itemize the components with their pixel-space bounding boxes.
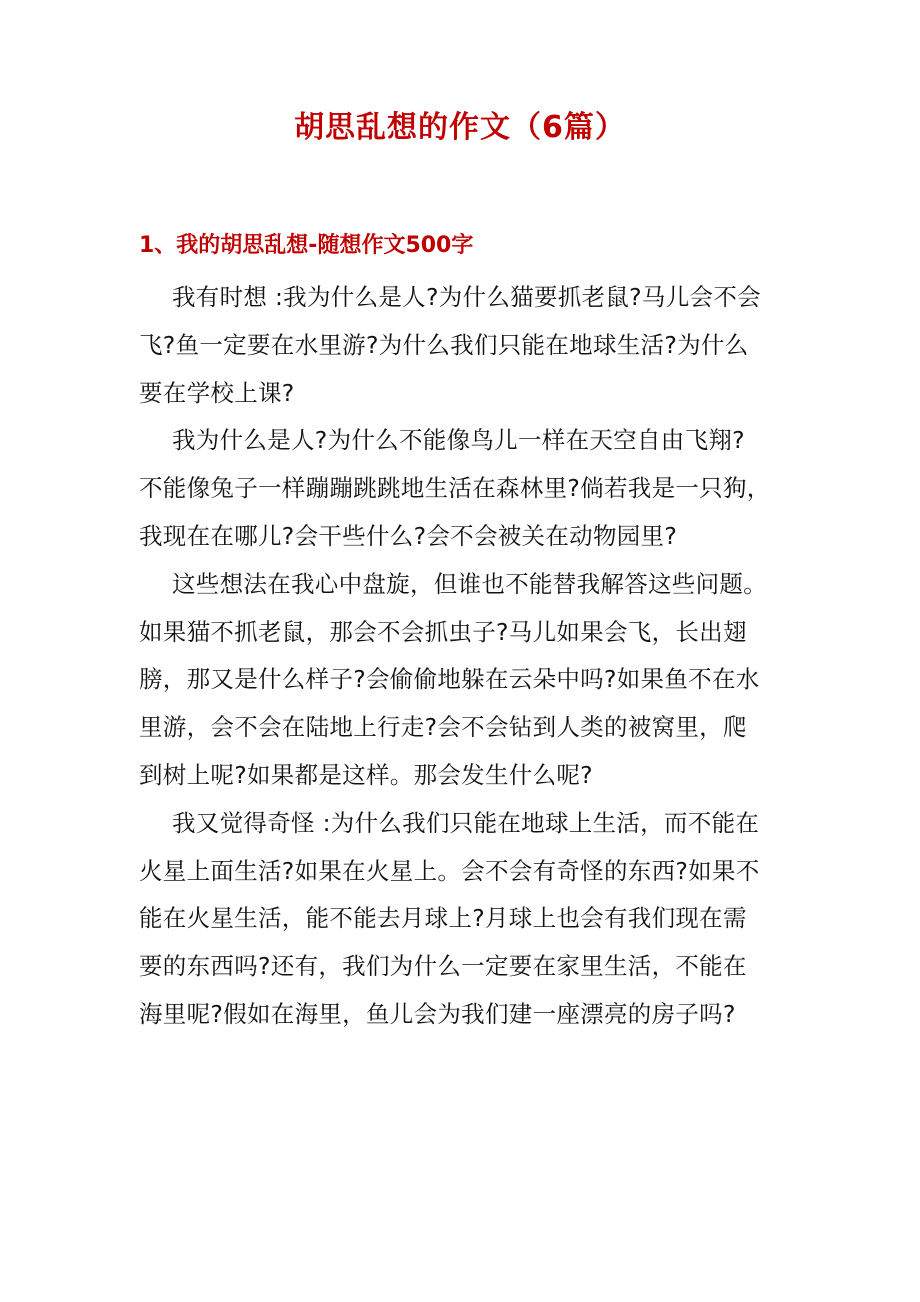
paragraph-line: 我有时想 :我为什么是人?为什么猫要抓老鼠?马儿会不会 bbox=[172, 283, 761, 311]
paragraph-line: 膀，那又是什么样子?会偷偷地躲在云朵中吗?如果鱼不在水 bbox=[139, 665, 760, 694]
paragraph-line: 火星上面生活?如果在火星上。会不会有奇怪的东西?如果不 bbox=[139, 856, 760, 885]
paragraph-line: 如果猫不抓老鼠，那会不会抓虫子?马儿如果会飞，长出翅 bbox=[139, 617, 747, 646]
paragraph-3 bbox=[139, 561, 799, 800]
paragraph-line: 我又觉得奇怪 :为什么我们只能在地球上生活，而不能在 bbox=[172, 808, 760, 837]
paragraph-line: 不能像兔子一样蹦蹦跳跳地生活在森林里?倘若我是一只狗， bbox=[139, 474, 771, 503]
paragraph-line: 要在学校上课? bbox=[139, 378, 295, 407]
paragraph-line: 里游，会不会在陆地上行走?会不会钻到人类的被窝里，爬 bbox=[139, 713, 747, 742]
paragraph-line: 我为什么是人?为什么不能像鸟儿一样在天空自由飞翔? bbox=[172, 426, 745, 455]
paragraph-line: 海里呢?假如在海里，鱼儿会为我们建一座漂亮的房子吗? bbox=[139, 999, 736, 1028]
essay-body bbox=[139, 274, 799, 1039]
paragraph-4 bbox=[139, 800, 799, 1039]
section-heading: 1、我的胡思乱想-随想作文500字 bbox=[139, 233, 474, 258]
paragraph-line: 这些想法在我心中盘旋，但谁也不能替我解答这些问题。 bbox=[172, 569, 767, 598]
paragraph-line: 我现在在哪儿?会干些什么?会不会被关在动物园里? bbox=[139, 521, 678, 550]
paragraph-1 bbox=[139, 274, 799, 417]
document-title: 胡思乱想的作文（6篇） bbox=[294, 110, 626, 145]
paragraph-line: 能在火星生活，能不能去月球上?月球上也会有我们现在需 bbox=[139, 904, 747, 933]
paragraph-line: 要的东西吗?还有，我们为什么一定要在家里生活，不能在 bbox=[139, 952, 747, 981]
paragraph-line: 到树上呢?如果都是这样。那会发生什么呢? bbox=[139, 760, 593, 789]
paragraph-2 bbox=[139, 417, 799, 560]
paragraph-line: 飞?鱼一定要在水里游?为什么我们只能在地球生活?为什么 bbox=[139, 330, 749, 359]
